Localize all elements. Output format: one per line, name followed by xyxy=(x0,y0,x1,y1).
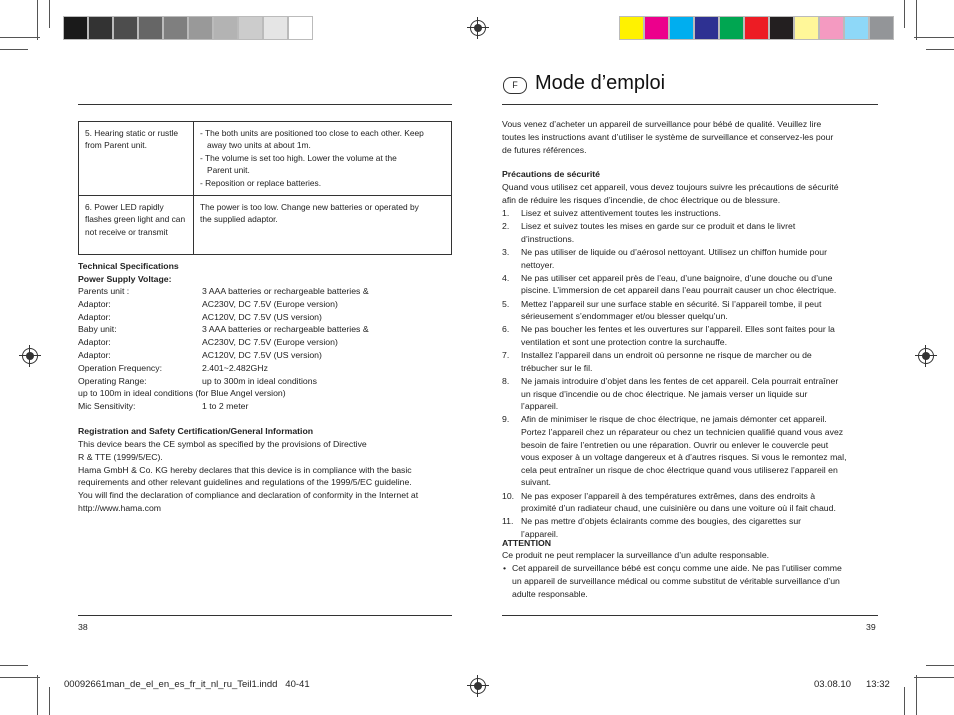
spec-label: Adaptor: xyxy=(78,298,111,309)
list-item-text: Installez l’appareil dans un endroit où personne ne risque de marcher ou de trébucher sur le fil. xyxy=(521,350,812,373)
color-swatch xyxy=(819,16,844,40)
registration-mark-right-icon xyxy=(918,348,934,364)
list-item-text: Ne pas utiliser de liquide ou d’aérosol nettoyant. Utilisez un chiffon humide pour nettoyer. xyxy=(521,247,828,270)
list-item-number: 3. xyxy=(502,247,510,257)
registration-mark-left-icon xyxy=(22,348,38,364)
list-item-text: Mettez l’appareil sur une surface stable en sécurité. Si l’appareil tombe, il peut sérieusement s’endommager et/ou blesser quelqu’un. xyxy=(521,298,822,322)
gray-swatch xyxy=(163,16,188,40)
list-item-number: 5. xyxy=(502,298,510,309)
spec-label: Baby unit: xyxy=(78,324,117,335)
gray-swatch xyxy=(88,16,113,40)
color-swatch xyxy=(844,16,869,40)
spec-label: Operation Frequency: xyxy=(78,362,163,373)
registration-mark-top-icon xyxy=(470,20,486,36)
spec-value: 1 to 2 meter xyxy=(202,401,249,412)
list-item-number: 8. xyxy=(502,376,510,386)
registration-mark-bottom-icon xyxy=(470,678,486,694)
problem-cell: 5. Hearing static or rustle from Parent unit. xyxy=(79,122,194,196)
page-number-left: 38 xyxy=(78,622,88,632)
page-number-right: 39 xyxy=(866,622,876,632)
spec-label: Adaptor: xyxy=(78,350,111,360)
page-title: Mode d’emploi xyxy=(535,72,666,94)
list-item-number: 1. xyxy=(502,208,510,218)
attention-line: Ce produit ne peut remplacer la surveillance d’un adulte responsable. xyxy=(502,550,770,560)
table-row xyxy=(79,122,452,196)
spec-label: Operating Range: xyxy=(78,375,147,386)
spec-value: 3 AAA batteries or rechargeable batteries & xyxy=(202,286,369,296)
gray-swatch xyxy=(63,16,88,40)
list-item-number: 11. xyxy=(502,516,514,527)
list-item-text: Ne jamais introduire d’objet dans les fentes de cet appareil. Cela pourrait entraîner un risque d’incendie ou de choc électrique. Ne jamais verser un liquide sur l’appareil. xyxy=(521,376,839,412)
registration-heading: Registration and Safety Certification/General Information xyxy=(78,426,314,436)
gray-swatch xyxy=(188,16,213,40)
list-item-text: Ne pas mettre d’objets éclairants comme des bougies, des cigarettes sur l’appareil. xyxy=(521,516,802,539)
intro-text: Vous venez d’acheter un appareil de surveillance pour bébé de qualité. Veuillez lire toutes les instructions avant d’utiliser le système de surveillance et conservez-les pour de futures références. xyxy=(502,119,834,155)
list-item-number: 4. xyxy=(502,272,510,283)
gray-swatch xyxy=(238,16,263,40)
spec-value: AC230V, DC 7.5V (Europe version) xyxy=(202,337,338,348)
gray-swatch xyxy=(138,16,163,40)
list-item-number: 9. xyxy=(502,414,510,425)
spec-value: AC120V, DC 7.5V (US version) xyxy=(202,350,322,360)
spec-value: AC230V, DC 7.5V (Europe version) xyxy=(202,298,338,309)
language-badge: F xyxy=(503,77,527,94)
list-item-number: 7. xyxy=(502,350,510,361)
spec-list xyxy=(78,285,458,415)
footer-date: 03.08.10 xyxy=(814,679,851,690)
spec-value: 3 AAA batteries or rechargeable batteries & xyxy=(202,324,369,335)
right-top-rule xyxy=(502,104,878,105)
color-swatch xyxy=(669,16,694,40)
registration-text: This device bears the CE symbol as specified by the provisions of Directive R & TTE (1999/5/EC). Hama GmbH & Co. KG hereby declares that this device is in compliance with the basic requirements and other relevant guidelines and regulations of the 1999/5/EC guideline. You will find the declaration of compliance and declaration of conformity in the Internet at http://www.hama.com xyxy=(78,439,419,513)
color-swatch xyxy=(744,16,769,40)
left-bottom-rule xyxy=(78,615,452,616)
spec-label: Mic Sensitivity: xyxy=(78,401,136,412)
color-swatch xyxy=(794,16,819,40)
spec-label: Adaptor: xyxy=(78,311,111,322)
list-item-text: Ne pas exposer l’appareil à des températures extrêmes, dans des endroits à proximité d’un radiateur chaud, une cuisinière ou dans une voiture où il fait chaud. xyxy=(521,490,836,514)
bullet-icon: • xyxy=(503,563,507,573)
spec-label: Parents unit : xyxy=(78,286,130,296)
spec-value: AC120V, DC 7.5V (US version) xyxy=(202,311,322,322)
left-top-rule xyxy=(78,104,452,105)
gray-swatch xyxy=(213,16,238,40)
solution-cell: - The both units are positioned too close to each other. Keep away two units at about 1m. - The volume is set too high. Lower the volume at the Parent unit. - Reposition or replace batteries. xyxy=(194,122,452,196)
color-swatch xyxy=(719,16,744,40)
list-item-text: Ne pas utiliser cet appareil près de l’eau, d’une baignoire, d’une douche ou d’une piscine. L’immersion de cet appareil dans l’eau pourrait causer un choc électrique. xyxy=(521,272,837,296)
list-item-text: Lisez et suivez toutes les mises en garde sur ce produit et dans le livret d’instructions. xyxy=(521,221,796,244)
spec-label: up to 100m in ideal conditions (for Blue Angel version) xyxy=(78,388,286,399)
list-item-number: 6. xyxy=(502,324,510,335)
list-item-number: 10. xyxy=(502,490,515,501)
spec-value: 2.401~2.482GHz xyxy=(202,362,268,373)
color-swatch xyxy=(694,16,719,40)
list-item-text: Ne pas boucher les fentes et les ouvertures sur l’appareil. Elles sont faites pour la ventilation et sont une protection contre la surchauffe. xyxy=(521,324,835,347)
color-swatch xyxy=(644,16,669,40)
color-swatch xyxy=(869,16,894,40)
gray-swatch xyxy=(288,16,313,40)
table-row xyxy=(79,196,452,255)
attention-heading: ATTENTION xyxy=(502,538,552,548)
spec-value: up to 300m in ideal conditions xyxy=(202,375,317,386)
gray-swatch xyxy=(263,16,288,40)
color-swatch xyxy=(769,16,794,40)
solution-cell: The power is too low. Change new batteries or operated by the supplied adaptor. xyxy=(194,196,452,255)
list-item-number: 2. xyxy=(502,221,510,232)
list-item-text: Lisez et suivez attentivement toutes les instructions. xyxy=(521,208,721,218)
tech-specs-heading: Technical Specifications xyxy=(78,261,179,271)
troubleshooting-table xyxy=(78,121,452,255)
right-bottom-rule xyxy=(502,615,878,616)
safety-list xyxy=(502,207,880,537)
power-supply-heading: Power Supply Voltage: xyxy=(78,274,172,284)
bullet-text: Cet appareil de surveillance bébé est conçu comme une aide. Ne pas l’utiliser comme un appareil de surveillance médical ou comme substitut de véritable surveillance d’un adulte responsable. xyxy=(512,563,842,599)
footer-time: 13:32 xyxy=(866,679,890,690)
footer-file: 00092661man_de_el_en_es_fr_it_nl_ru_Teil1.indd 40-41 xyxy=(64,679,310,690)
gray-swatch xyxy=(113,16,138,40)
problem-cell: 6. Power LED rapidly flashes green light and can not receive or transmit xyxy=(79,196,194,255)
list-item-text: Afin de minimiser le risque de choc électrique, ne jamais démonter cet appareil. Portez l’appareil chez un réparateur ou chez un technicien qualifié quand vous avez besoin de faire l’entretien ou une réparation. Ouvrir ou enlever le couvercle peut vous exposer à un voltage dangereux et à d’autres risques. Si vous le remontez mal, cela peut entraîner un risque de choc électrique quand vous utiliserez l’appareil en suivant. xyxy=(521,414,847,488)
color-swatch xyxy=(619,16,644,40)
safety-intro: Quand vous utilisez cet appareil, vous devez toujours suivre les précautions de sécurité afin de réduire les risques d’incendie, de choc électrique ou de blessure. xyxy=(502,182,839,205)
safety-heading: Précautions de sécurité xyxy=(502,169,601,179)
spec-label: Adaptor: xyxy=(78,337,111,348)
